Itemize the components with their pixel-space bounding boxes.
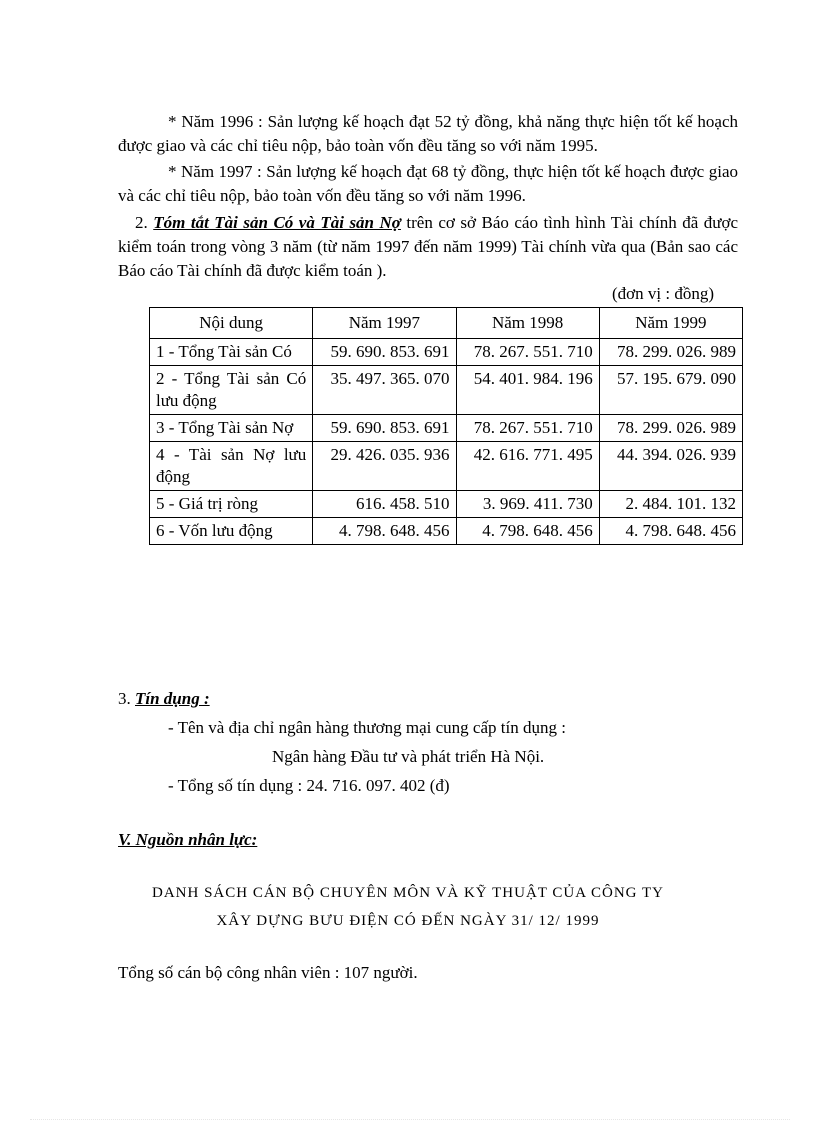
table-row — [150, 366, 743, 415]
credit-number: 3. — [118, 689, 131, 708]
credit-title: Tín dụng : — [135, 689, 210, 708]
header-1997: Năm 1997 — [313, 308, 456, 339]
cell-1997: 59. 690. 853. 691 — [313, 415, 456, 442]
credit-heading — [118, 687, 210, 711]
staff-list-title-line2: XÂY DỰNG BƯU ĐIỆN CÓ ĐẾN NGÀY 31/ 12/ 1999 — [216, 913, 600, 929]
cell-1997: 616. 458. 510 — [313, 491, 456, 518]
row-label: 3 - Tổng Tài sản Nợ — [150, 415, 313, 442]
section-2-title: Tóm tắt Tài sản Có và Tài sản Nợ — [153, 213, 401, 232]
cell-1998: 78. 267. 551. 710 — [456, 415, 599, 442]
staff-total: Tổng số cán bộ công nhân viên : 107 người. — [118, 963, 418, 982]
header-1999: Năm 1999 — [599, 308, 742, 339]
cell-1999: 57. 195. 679. 090 — [599, 366, 742, 415]
section-2-body: trên cơ sở Báo cáo tình hình Tài chính đã được kiểm toán trong vòng 3 năm (từ năm 1997 đến năm 1999) Tài chính vừa qua (Bản sao các Báo cáo Tài chính đã được kiểm toán ). — [118, 213, 739, 280]
cell-1999: 78. 299. 026. 989 — [599, 339, 742, 366]
cell-1997: 59. 690. 853. 691 — [313, 339, 456, 366]
section-5-title: V. Nguồn nhân lực: — [118, 830, 258, 849]
cell-1998: 3. 969. 411. 730 — [456, 491, 599, 518]
table-row — [150, 442, 743, 491]
row-label: 5 - Giá trị ròng — [150, 491, 313, 518]
cell-1997: 29. 426. 035. 936 — [313, 442, 456, 491]
header-1998: Năm 1998 — [456, 308, 599, 339]
table-header-row — [150, 308, 743, 339]
table-row — [150, 415, 743, 442]
table-unit-note: (đơn vị : đồng) — [612, 284, 715, 303]
row-label: 4 - Tài sản Nợ lưu động — [150, 442, 313, 491]
row-label: 1 - Tổng Tài sản Có — [150, 339, 313, 366]
cell-1998: 42. 616. 771. 495 — [456, 442, 599, 491]
cell-1999: 4. 798. 648. 456 — [599, 518, 742, 545]
financial-table — [149, 307, 743, 545]
row-label: 6 - Vốn lưu động — [150, 518, 313, 545]
table-row — [150, 518, 743, 545]
row-label: 2 - Tổng Tài sản Có lưu động — [150, 366, 313, 415]
cell-1999: 2. 484. 101. 132 — [599, 491, 742, 518]
table-row — [150, 339, 743, 366]
page-bottom-divider — [30, 1119, 790, 1120]
credit-bank-name: Ngân hàng Đầu tư và phát triển Hà Nội. — [272, 747, 545, 766]
header-content: Nội dung — [150, 308, 313, 339]
cell-1999: 78. 299. 026. 989 — [599, 415, 742, 442]
section-2-number: 2. — [135, 213, 148, 232]
credit-bank-label: - Tên và địa chỉ ngân hàng thương mại cung cấp tín dụng : — [168, 718, 566, 737]
credit-total: - Tổng số tín dụng : 24. 716. 097. 402 (đ) — [168, 776, 450, 795]
paragraph-1997: * Năm 1997 : Sản lượng kế hoạch đạt 68 tỷ đồng, thực hiện tốt kế hoạch được giao và các chỉ tiêu nộp, bảo toàn vốn đều tăng so với năm 1996. — [118, 162, 738, 205]
section-2-paragraph — [118, 211, 738, 283]
cell-1998: 78. 267. 551. 710 — [456, 339, 599, 366]
cell-1997: 35. 497. 365. 070 — [313, 366, 456, 415]
cell-1998: 54. 401. 984. 196 — [456, 366, 599, 415]
staff-list-title-line1: DANH SÁCH CÁN BỘ CHUYÊN MÔN VÀ KỸ THUẬT CỦA CÔNG TY — [151, 885, 664, 901]
paragraph-1996: * Năm 1996 : Sản lượng kế hoạch đạt 52 tỷ đồng, khả năng thực hiện tốt kế hoạch được giao và các chỉ tiêu nộp, bảo toàn vốn đều tăng so với năm 1995. — [118, 112, 738, 155]
cell-1997: 4. 798. 648. 456 — [313, 518, 456, 545]
table-row — [150, 491, 743, 518]
cell-1999: 44. 394. 026. 939 — [599, 442, 742, 491]
cell-1998: 4. 798. 648. 456 — [456, 518, 599, 545]
